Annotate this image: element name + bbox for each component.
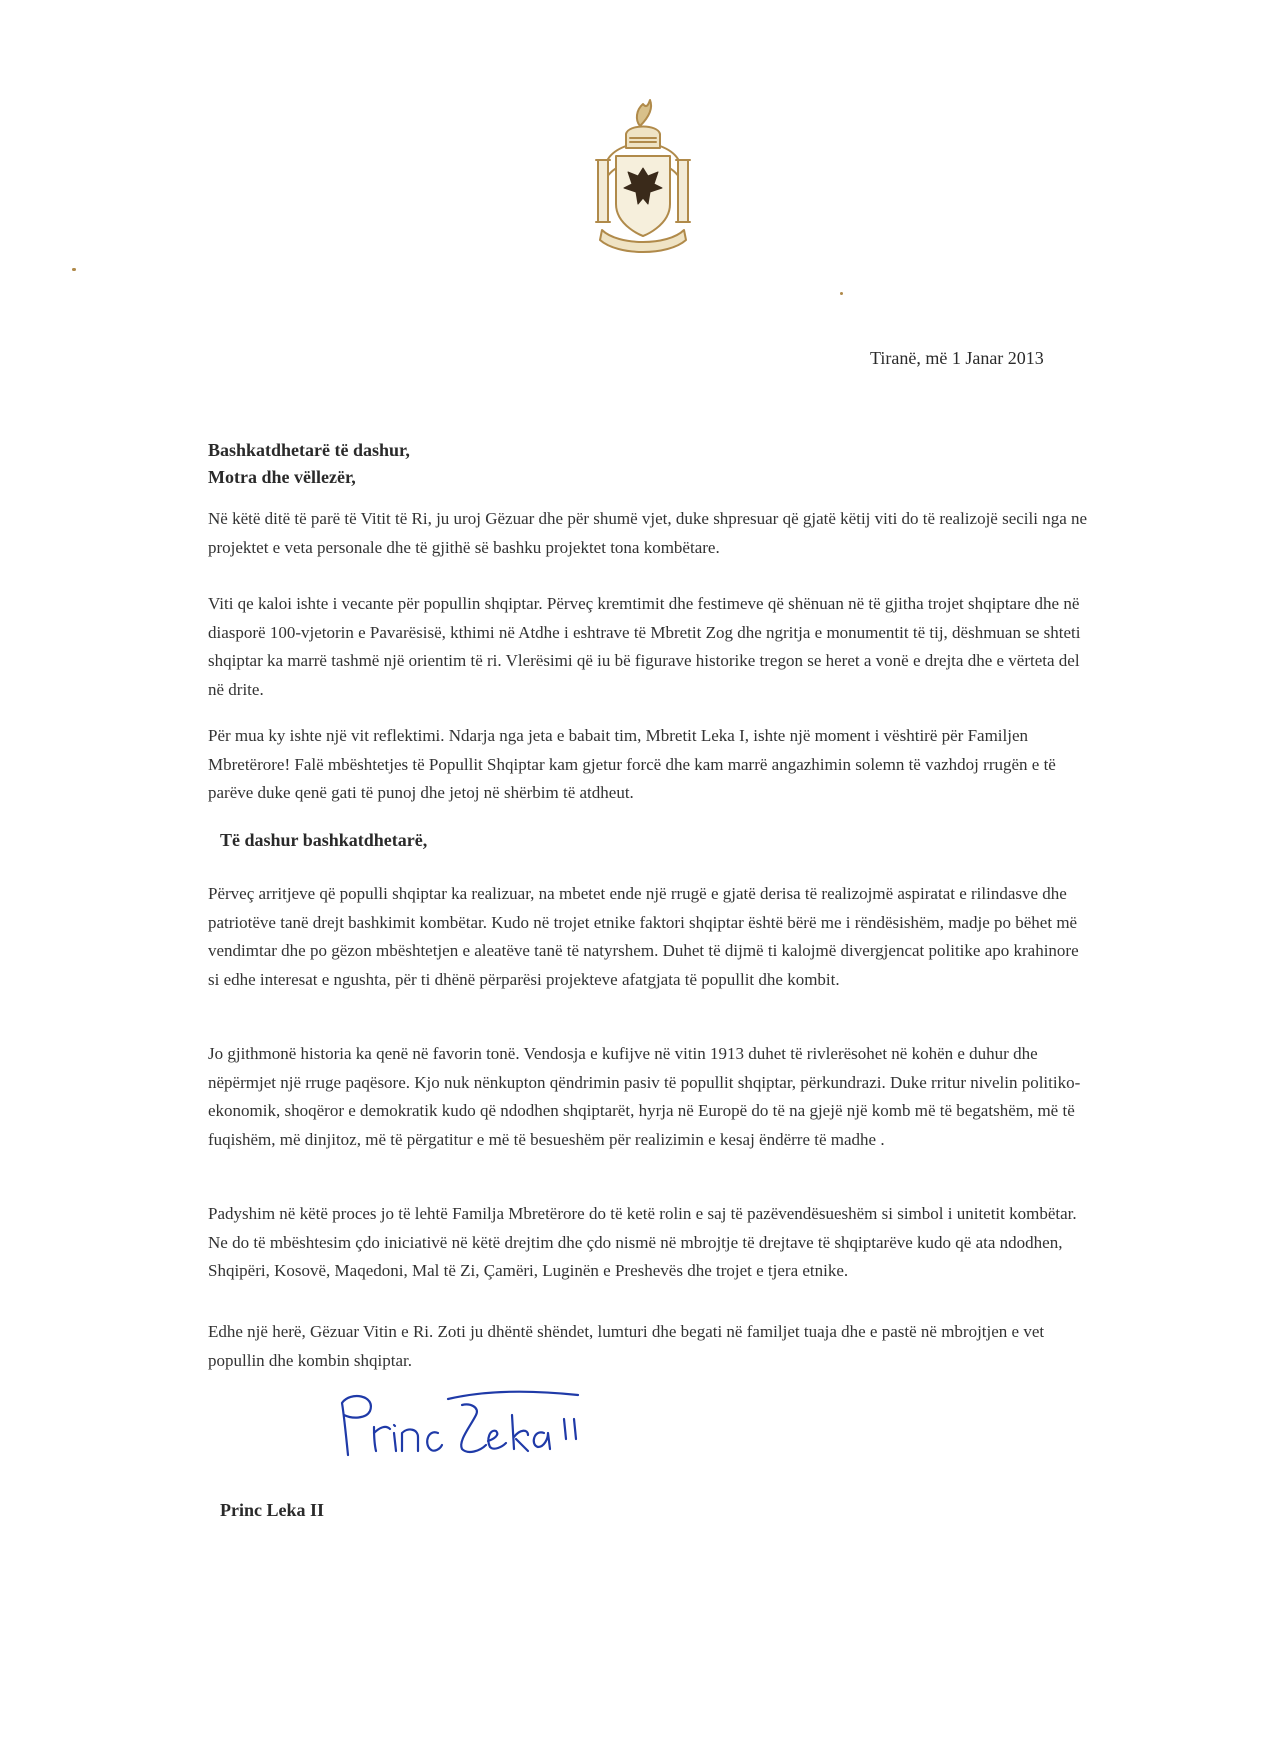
paragraph-2: Viti qe kaloi ishte i vecante për popullin shqiptar. Përveç kremtimit dhe festimeve që shënuan në të gjitha trojet shqiptare dhe në diasporë 100-vjetorin e Pavarësisë, kthimi në Atdhe i eshtrave të Mbretit Zog dhe ngritja e monumentit të tij, dëshmuan se shteti shqiptar ka marrë tashmë një orientim të ri. Vlerësimi që iu bë figurave historike tregon se heret a vonë e drejta dhe e vërteta del në drite. xyxy=(208,594,1081,699)
sub-salutation: Të dashur bashkatdhetarë, xyxy=(220,830,428,850)
royal-crest-icon xyxy=(588,96,698,266)
paragraph-6: Padyshim në këtë proces jo të lehtë Familja Mbretërore do të ketë rolin e saj të pazëvendësueshëm si simbol i unitetit kombëtar. Ne do të mbështesim çdo iniciativë në këtë drejtim dhe çdo nismë në mbrojtje të drejtave të shqiptarëve kudo që ata ndodhen, Shqipëri, Kosovë, Maqedoni, Mal të Zi, Çamëri, Luginën e Preshevës dhe trojet e tjera etnike. xyxy=(208,1204,1077,1280)
handwritten-signature xyxy=(330,1385,590,1465)
paragraph-3: Për mua ky ishte një vit reflektimi. Ndarja nga jeta e babait tim, Mbretit Leka I, ishte një moment i vështirë për Familjen Mbretërore! Falë mbështetjes të Popullit Shqiptar kam gjetur forcë dhe kam marrë angazhimin solemn të vazhdoj rrugën e të parëve duke qenë gati të punoj dhe jetoj në shërbim të atdheut. xyxy=(208,726,1056,802)
salutation-line-1: Bashkatdhetarë të dashur, xyxy=(208,440,410,460)
paper-speck xyxy=(840,292,843,295)
letter-date: Tiranë, më 1 Janar 2013 xyxy=(870,348,1044,368)
salutation-line-2: Motra dhe vëllezër, xyxy=(208,467,356,487)
paragraph-1: Në këtë ditë të parë të Vitit të Ri, ju uroj Gëzuar dhe për shumë vjet, duke shpresuar që gjatë këtij viti do të realizojë secili nga ne projektet e veta personale dhe të gjithë së bashku projektet tona kombëtare. xyxy=(208,509,1088,557)
paragraph-4: Përveç arritjeve që populli shqiptar ka realizuar, na mbetet ende një rrugë e gjatë derisa të realizojmë aspiratat e rilindasve dhe patriotëve tanë drejt bashkimit kombëtar. Kudo në trojet etnike faktori shqiptar është bërë me i rëndësishëm, madje po bëhet më vendimtar dhe po gëzon mbështetjen e aleatëve tanë të natyrshem. Duhet të dijmë ti kalojmë divergjencat politike apo krahinore si edhe interesat e ngushta, për ti dhënë përparësi projekteve afatgjata të popullit dhe kombit. xyxy=(208,884,1079,989)
signatory-name: Princ Leka II xyxy=(220,1500,325,1520)
paragraph-7: Edhe një herë, Gëzuar Vitin e Ri. Zoti ju dhëntë shëndet, lumturi dhe begati në familjet tuaja dhe e pastë në mbrojtjen e vet popullin dhe kombin shqiptar. xyxy=(208,1322,1045,1370)
salutation xyxy=(208,437,410,491)
paragraph-5: Jo gjithmonë historia ka qenë në favorin tonë. Vendosja e kufijve në vitin 1913 duhet të rivlerësohet në kohën e duhur dhe nëpërmjet një rruge paqësore. Kjo nuk nënkupton qëndrimin pasiv të popullit shqiptar, përkundrazi. Duke rritur nivelin politiko-ekonomik, shoqëror e demokratik kudo që ndodhen shqiptarët, hyrja në Europë do të na gjejë një komb më të begatshëm, më të fuqishëm, më dinjitoz, më të përgatitur e më të besueshëm për realizimin e kesaj ëndërre të madhe . xyxy=(208,1044,1081,1149)
paper-speck xyxy=(72,268,76,271)
